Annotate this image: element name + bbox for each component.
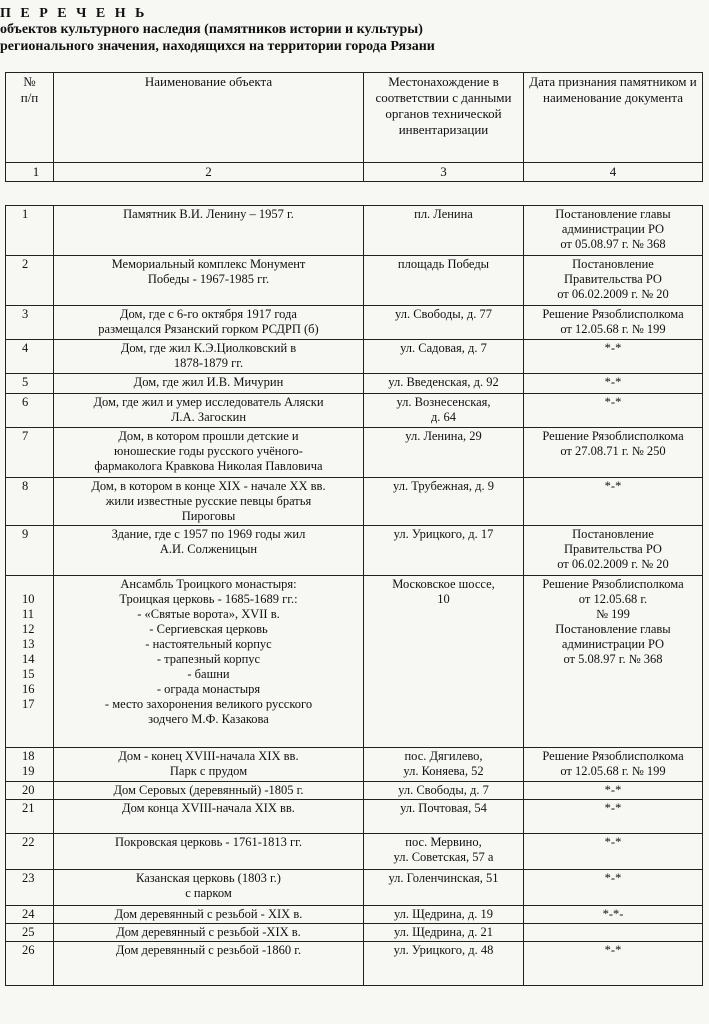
cell-date: *-* (524, 782, 703, 800)
cell-name: Дом Серовых (деревянный) -1805 г. (54, 782, 364, 800)
cell-date: *-* (524, 478, 703, 526)
header-table (5, 72, 703, 182)
document-subtitle-line1: объектов культурного наследия (памятников истории и культуры) (0, 22, 423, 37)
table-row (6, 428, 703, 478)
cell-name: Ансамбль Троицкого монастыря: Троицкая церковь - 1685-1689 гг.: - «Святые ворота», XVII в. - Сергиевская церковь - настоятельный корпус - трапезный корпус - башни - ограда монастыря - место захоронения великого русского зодчего М.Ф. Казакова (54, 576, 364, 748)
table-row (6, 394, 703, 428)
table-row (6, 576, 703, 748)
cell-date: *-* (524, 374, 703, 394)
table-row (6, 340, 703, 374)
cell-name: Дом, в котором в конце XIX - начале XX вв. жили известные русские певцы братья Пироговы (54, 478, 364, 526)
cell-num: 24 (6, 906, 54, 924)
table-row (6, 924, 703, 942)
cell-num: 4 (6, 340, 54, 374)
cell-location: ул. Почтовая, 54 (364, 800, 524, 834)
cell-num: 2 (6, 256, 54, 306)
cell-location: ул. Щедрина, д. 19 (364, 906, 524, 924)
cell-num: 22 (6, 834, 54, 870)
cell-location: пос. Дягилево, ул. Коняева, 52 (364, 748, 524, 782)
cell-num: 10 11 12 13 14 15 16 17 (6, 576, 54, 748)
table-row (6, 526, 703, 576)
header-location: Местонахождение в соответствии с данными органов технической инвентаризации (364, 73, 524, 163)
cell-location: ул. Введенская, д. 92 (364, 374, 524, 394)
cell-date: *-* (524, 394, 703, 428)
header-colnum-1: 1 (6, 163, 54, 182)
cell-name: Дом деревянный с резьбой - XIX в. (54, 906, 364, 924)
cell-name: Дом, где жил И.В. Мичурин (54, 374, 364, 394)
header-colnum-2: 2 (54, 163, 364, 182)
cell-location: ул. Садовая, д. 7 (364, 340, 524, 374)
cell-location: ул. Урицкого, д. 48 (364, 942, 524, 986)
cell-name: Дом, где с 6-го октября 1917 года размещался Рязанский горком РСДРП (б) (54, 306, 364, 340)
cell-name: Дом, где жил К.Э.Циолковский в 1878-1879 гг. (54, 340, 364, 374)
cell-location: ул. Голенчинская, 51 (364, 870, 524, 906)
cell-location: пос. Мервино, ул. Советская, 57 а (364, 834, 524, 870)
table-row (6, 748, 703, 782)
cell-num: 21 (6, 800, 54, 834)
cell-date (524, 924, 703, 942)
cell-date: *-* (524, 942, 703, 986)
cell-date: Постановление Правительства РО от 06.02.2009 г. № 20 (524, 526, 703, 576)
cell-num: 7 (6, 428, 54, 478)
table-row (6, 834, 703, 870)
cell-date: Решение Рязоблисполкома от 12.05.68 г. № 199 (524, 748, 703, 782)
cell-name: Дом конца XVIII-начала XIX вв. (54, 800, 364, 834)
header-colnum-4: 4 (524, 163, 703, 182)
cell-name: Дом деревянный с резьбой -1860 г. (54, 942, 364, 986)
cell-date: *-*- (524, 906, 703, 924)
cell-location: ул. Свободы, д. 77 (364, 306, 524, 340)
cell-name: Дом, где жил и умер исследователь Аляски Л.А. Загоскин (54, 394, 364, 428)
cell-name: Казанская церковь (1803 г.) с парком (54, 870, 364, 906)
objects-table (5, 205, 703, 986)
cell-date: Решение Рязоблисполкома от 12.05.68 г. № 199 (524, 306, 703, 340)
cell-num: 20 (6, 782, 54, 800)
cell-num: 9 (6, 526, 54, 576)
cell-num: 6 (6, 394, 54, 428)
cell-location: Московское шоссе, 10 (364, 576, 524, 748)
cell-num: 23 (6, 870, 54, 906)
cell-name: Дом деревянный с резьбой -XIX в. (54, 924, 364, 942)
cell-num: 26 (6, 942, 54, 986)
cell-num: 5 (6, 374, 54, 394)
cell-num: 1 (6, 206, 54, 256)
cell-name: Здание, где с 1957 по 1969 годы жил А.И. Солженицын (54, 526, 364, 576)
header-colnum-3: 3 (364, 163, 524, 182)
cell-name: Памятник В.И. Ленину – 1957 г. (54, 206, 364, 256)
table-row (6, 782, 703, 800)
table-row (6, 800, 703, 834)
cell-date: Решение Рязоблисполкома от 27.08.71 г. № 250 (524, 428, 703, 478)
table-row (6, 870, 703, 906)
document-title: П Е Р Е Ч Е Н Ь (0, 6, 148, 21)
table-row (6, 206, 703, 256)
cell-num: 3 (6, 306, 54, 340)
cell-name: Дом - конец XVIII-начала XIX вв. Парк с прудом (54, 748, 364, 782)
table-row (6, 306, 703, 340)
table-row (6, 374, 703, 394)
cell-num: 25 (6, 924, 54, 942)
cell-location: ул. Свободы, д. 7 (364, 782, 524, 800)
document-subtitle-line2: регионального значения, находящихся на территории города Рязани (0, 39, 435, 54)
cell-location: ул. Вознесенская, д. 64 (364, 394, 524, 428)
table-row (6, 256, 703, 306)
cell-name: Покровская церковь - 1761-1813 гг. (54, 834, 364, 870)
cell-location: ул. Трубежная, д. 9 (364, 478, 524, 526)
cell-location: площадь Победы (364, 256, 524, 306)
cell-name: Дом, в котором прошли детские и юношеские годы русского учёного- фармаколога Кравкова Николая Павловича (54, 428, 364, 478)
cell-date: Постановление Правительства РО от 06.02.2009 г. № 20 (524, 256, 703, 306)
cell-date: *-* (524, 834, 703, 870)
cell-location: ул. Ленина, 29 (364, 428, 524, 478)
cell-num: 18 19 (6, 748, 54, 782)
table-row (6, 906, 703, 924)
cell-date: *-* (524, 870, 703, 906)
header-date: Дата признания памятником и наименование документа (524, 73, 703, 163)
cell-location: ул. Щедрина, д. 21 (364, 924, 524, 942)
cell-location: ул. Урицкого, д. 17 (364, 526, 524, 576)
cell-num: 8 (6, 478, 54, 526)
table-row (6, 942, 703, 986)
table-row (6, 478, 703, 526)
cell-date: Решение Рязоблисполкома от 12.05.68 г. № 199 Постановление главы администрации РО от 5.08.97 г. № 368 (524, 576, 703, 748)
header-name: Наименование объекта (54, 73, 364, 163)
cell-name: Мемориальный комплекс Монумент Победы - 1967-1985 гг. (54, 256, 364, 306)
cell-date: *-* (524, 800, 703, 834)
header-num: № п/п (6, 73, 54, 163)
cell-date: *-* (524, 340, 703, 374)
cell-location: пл. Ленина (364, 206, 524, 256)
cell-date: Постановление главы администрации РО от 05.08.97 г. № 368 (524, 206, 703, 256)
